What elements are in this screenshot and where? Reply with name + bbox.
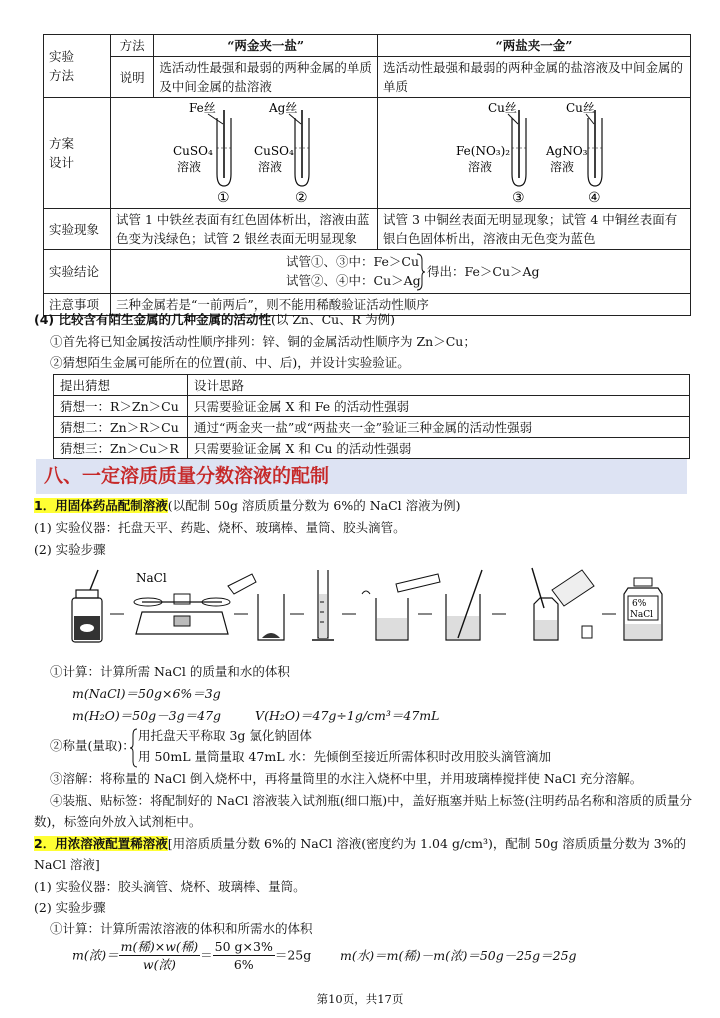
t2-cell: 猜想三：Zn＞Cu＞R (54, 438, 188, 459)
tube1-wire-label: Fe丝 (189, 101, 216, 115)
test-tube-4 (545, 101, 602, 206)
beaker-stir-icon (446, 570, 482, 640)
part1-instruments: (1) 实验仪器：托盘天平、药匙、烧杯、玻璃棒、量筒、胶头滴管。 (34, 520, 406, 535)
test-tube-2 (254, 101, 309, 206)
test-tubes-3-4-figure (378, 98, 688, 208)
tube1-pointer-line (208, 114, 223, 124)
tube2-solution-formula: CuSO₄ (254, 144, 294, 158)
test-tube-1 (173, 101, 231, 206)
part1-weigh1: 用托盘天平称取 3g 氯化钠固体 (138, 728, 312, 743)
labeled-reagent-bottle-icon (624, 578, 662, 640)
tube4-solution-label: 溶液 (550, 160, 575, 174)
table-row (44, 250, 691, 294)
part1-weigh-label: ②称量(量取)： (50, 738, 135, 753)
bottle-fill-icon (532, 568, 594, 640)
tube4-number: ④ (588, 190, 601, 206)
balance-icon (134, 571, 230, 634)
method-sub-cell (111, 35, 154, 57)
concl-line2: 试管②、④中：Cu＞Ag (286, 273, 421, 288)
part2-title-suffix2: NaCl 溶液] (34, 857, 100, 872)
part1-heading (34, 496, 461, 516)
part1-label-step-line1: ④装瓶、贴标签：将配制好的 NaCl 溶液装入试剂瓶(细口瓶)中，盖好瓶塞并贴上标签(注明药品名称和溶质的质量分 (50, 793, 693, 808)
part2-title-suffix: [用溶质质量分数 6%的 NaCl 溶液(密度约为 1.04 g/cm³)，配制 50g 溶质质量分数为 3%的 (167, 836, 687, 851)
phenom2-text: 试管 3 中铜丝表面无明显现象；试管 4 中铜丝表面有银白色固体析出，溶液由无色变为蓝色 (383, 212, 678, 246)
fraction-2 (213, 938, 275, 973)
tube3-solution-formula: Fe(NO₃)₂ (456, 144, 511, 158)
col2-title-cell (378, 35, 691, 57)
part2-eq-right: m(水)＝m(稀)－m(浓)＝50g－25g＝25g (340, 948, 577, 963)
part1-title-suffix: (以配制 50g 溶质质量分数为 6%的 NaCl 溶液为例) (167, 498, 461, 513)
desc-sub-label: 说明 (119, 69, 145, 85)
bottle-label-line2: NaCl (630, 610, 654, 620)
phenom1-text: 试管 1 中铁丝表面有红色固体析出，溶液由蓝色变为浅绿色；试管 2 银丝表面无明显现象 (116, 212, 370, 246)
part1-title: 1．用固体药品配制溶液 (34, 498, 168, 513)
beaker-pour-water-icon (362, 574, 440, 640)
concl-cell (111, 250, 691, 294)
concl-lines (286, 252, 421, 290)
method-label: 实验 方法 (49, 49, 75, 83)
t2-cell: 只需要验证金属 X 和 Fe 的活动性强弱 (188, 396, 690, 417)
tube3-solution-label: 溶液 (468, 160, 493, 174)
phenom2-cell (378, 209, 691, 250)
t2-head-design: 设计思路 (188, 375, 690, 396)
part1-weigh2: 用 50mL 量筒量取 47mL 水：先倾倒至接近所需体积时改用胶头滴管滴加 (138, 749, 552, 764)
tube4-wire-label: Cu丝 (566, 101, 595, 115)
design-label-cell (44, 98, 111, 209)
tube3-number: ③ (512, 190, 525, 206)
eq-result: ＝25g (274, 947, 312, 963)
phenom-label-cell (44, 209, 111, 250)
hypothesis-table (53, 374, 690, 459)
note-label: 注意事项 (49, 297, 100, 312)
sec4-heading (34, 310, 395, 330)
design-left-cell (111, 98, 378, 209)
concl-label-cell (44, 250, 111, 294)
table-row (44, 57, 691, 98)
sec4-step2: ②猜想陌生金属可能所在的位置(前、中、后)，并设计实验验证。 (50, 355, 410, 370)
table-row (54, 438, 690, 459)
t2-head-hypothesis: 提出猜想 (54, 375, 188, 396)
part2-steps-title: (2) 实验步骤 (34, 900, 106, 915)
table-row (44, 35, 691, 57)
table-row (54, 417, 690, 438)
eq-left: m(浓)＝ (72, 947, 119, 963)
concl-label: 实验结论 (49, 264, 100, 279)
col1-desc-cell (154, 57, 378, 98)
table-row (54, 375, 690, 396)
fraction-1-den: w(浓) (142, 957, 176, 972)
note-text: 三种金属若是“一前两后”，则不能用稀酸验证活动性顺序 (116, 297, 429, 312)
right-brace-icon (416, 253, 426, 291)
method-sub-label: 方法 (119, 38, 145, 53)
col2-title: “两盐夹一金” (495, 38, 573, 53)
part1-steps-title: (2) 实验步骤 (34, 542, 106, 557)
tube4-solution-formula: AgNO₃ (546, 144, 588, 158)
metal-activity-comparison-table (43, 34, 691, 316)
beaker-pour-solid-icon (228, 574, 284, 640)
test-tubes-1-2-figure (111, 98, 377, 208)
part2-title: 2．用浓溶液配置稀溶液 (34, 836, 168, 851)
bottle-label-line1: 6% (632, 599, 647, 609)
part2-heading (34, 834, 686, 854)
col1-title: “两金夹一盐” (227, 38, 305, 53)
part1-eq2-row (72, 706, 439, 726)
design-label: 方案 设计 (49, 136, 75, 170)
part1-eq2b: V(H₂O)＝47g÷1g/cm³＝47mL (255, 708, 440, 723)
col1-desc: 选活动性最强和最弱的两种金属的单质及中间金属的盐溶液 (159, 60, 372, 94)
part2-calc: ①计算：计算所需浓溶液的体积和所需水的体积 (50, 921, 313, 936)
fraction-2-num: 50 g×3% (214, 939, 273, 954)
tube1-solution-label: 溶液 (177, 160, 202, 174)
part1-dissolve: ③溶解：将称量的 NaCl 倒入烧杯中，再将量筒里的水注入烧杯中里，并用玻璃棒搅拌使 NaCl 充分溶解。 (50, 771, 643, 786)
sec4-title: (4) 比较含有陌生金属的几种金属的活动性 (34, 312, 271, 327)
tube3-pointer-line (508, 114, 518, 124)
part1-label-step-line2: 数)，标签向外放入试剂柜中。 (34, 814, 202, 829)
tube2-wire-label: Ag丝 (269, 101, 298, 115)
nacl-label: NaCl (136, 571, 167, 585)
part1-eq1: m(NaCl)＝50g×6%＝3g (72, 686, 221, 701)
sec4-step1: ①首先将已知金属按活动性顺序排列：锌、铜的金属活动性顺序为 Zn＞Cu； (50, 334, 476, 349)
col2-desc-cell (378, 57, 691, 98)
eq-mid: ＝ (200, 947, 213, 963)
tube3-wire-label: Cu丝 (488, 101, 517, 115)
graduated-cylinder-icon (312, 570, 334, 640)
desc-sub-cell (111, 57, 154, 98)
design-right-cell (378, 98, 691, 209)
part1-eq2a: m(H₂O)＝50g－3g＝47g (72, 708, 222, 723)
solution-preparation-procedure-figure (62, 564, 692, 648)
page-footer: 第10页，共17页 (316, 992, 404, 1006)
table-row (44, 209, 691, 250)
sec4-title-suffix: (以 Zn、Cu、R 为例) (270, 312, 395, 327)
reagent-jar-icon (72, 570, 102, 642)
tube1-number: ① (217, 190, 230, 206)
section8-title: 八、一定溶质质量分数溶液的配制 (44, 465, 330, 487)
part1-calc: ①计算：计算所需 NaCl 的质量和水的体积 (50, 664, 290, 679)
part2-instruments: (1) 实验仪器：胶头滴管、烧杯、玻璃棒、量筒。 (34, 879, 306, 894)
fraction-2-den: 6% (233, 957, 254, 972)
part2-equation (72, 938, 311, 973)
table-row (44, 98, 691, 209)
col1-title-cell (154, 35, 378, 57)
t2-cell: 猜想一：R＞Zn＞Cu (54, 396, 188, 417)
tube2-number: ② (295, 190, 308, 206)
tube4-pointer-line (586, 114, 594, 124)
tube2-solution-label: 溶液 (258, 160, 283, 174)
t2-cell: 只需要验证金属 X 和 Cu 的活动性强弱 (188, 438, 690, 459)
table-row (54, 396, 690, 417)
col2-desc: 选活动性最强和最弱的两种金属的盐溶液及中间金属的单质 (383, 60, 684, 94)
fraction-1 (119, 938, 201, 973)
phenom-label: 实验现象 (49, 221, 100, 237)
method-label-cell (44, 35, 111, 98)
t2-cell: 通过“两金夹一盐”或“两盐夹一金”验证三种金属的活动性强弱 (188, 417, 690, 438)
left-brace-icon (130, 728, 138, 768)
concl-line1: 试管①、③中：Fe＞Cu (286, 254, 420, 269)
tube1-solution-formula: CuSO₄ (173, 144, 213, 158)
concl-result: 得出：Fe＞Cu＞Ag (427, 264, 540, 279)
phenom1-cell (111, 209, 378, 250)
test-tube-3 (456, 101, 526, 206)
fraction-1-num: m(稀)×w(稀) (120, 939, 199, 954)
t2-cell: 猜想二：Zn＞R＞Cu (54, 417, 188, 438)
